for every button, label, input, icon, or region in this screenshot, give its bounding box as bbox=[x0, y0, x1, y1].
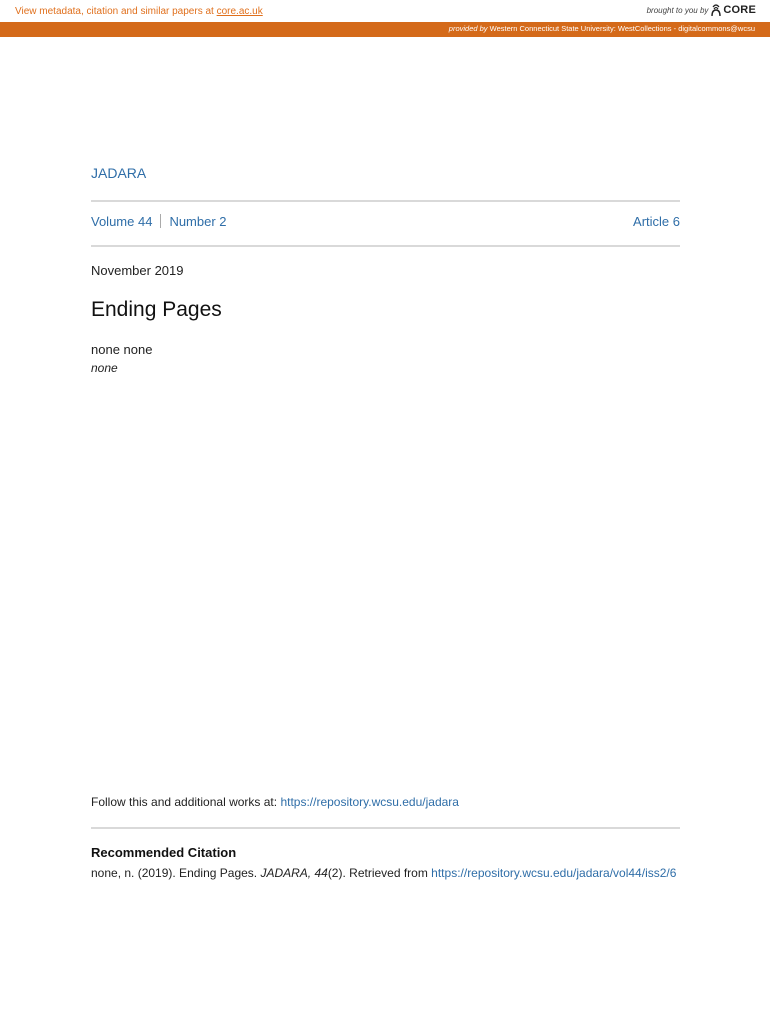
journal-title-link[interactable]: JADARA bbox=[91, 165, 147, 181]
article-link[interactable]: Article 6 bbox=[633, 214, 680, 229]
provided-source: Western Connecticut State University: WestCollections - digitalcommons@wcsu bbox=[487, 24, 755, 33]
volume-link[interactable]: Volume 44 bbox=[91, 214, 153, 229]
core-top-banner bbox=[0, 0, 770, 22]
provided-by-text[interactable] bbox=[449, 24, 755, 33]
follow-works bbox=[91, 795, 459, 809]
citation-link[interactable]: https://repository.wcsu.edu/jadara/vol44/iss2/6 bbox=[431, 866, 677, 880]
repository-link[interactable]: https://repository.wcsu.edu/jadara bbox=[280, 795, 459, 809]
number-link[interactable]: Number 2 bbox=[169, 214, 227, 229]
author-name: none none bbox=[91, 342, 153, 357]
citation-text bbox=[91, 864, 680, 882]
volume-issue-row bbox=[91, 214, 680, 232]
core-label: CORE bbox=[723, 4, 756, 16]
recommended-citation-heading: Recommended Citation bbox=[91, 845, 237, 860]
provided-prefix: provided by bbox=[448, 24, 488, 33]
citation-journal: JADARA, 44 bbox=[260, 866, 328, 880]
core-provided-bar bbox=[0, 22, 770, 37]
article-title: Ending Pages bbox=[91, 298, 222, 321]
brought-text: brought to you by bbox=[646, 5, 709, 15]
publication-date: November 2019 bbox=[91, 263, 184, 278]
divider-bottom bbox=[91, 827, 680, 829]
volume-separator bbox=[160, 214, 161, 228]
brought-to-you-by[interactable] bbox=[647, 3, 756, 17]
core-logo-icon bbox=[711, 3, 721, 17]
metadata-link[interactable] bbox=[15, 6, 263, 17]
divider-middle bbox=[91, 245, 680, 247]
divider-top bbox=[91, 200, 680, 202]
metadata-text: View metadata, citation and similar papers at bbox=[15, 6, 217, 17]
core-ac-uk-link[interactable]: core.ac.uk bbox=[216, 6, 263, 17]
follow-text: Follow this and additional works at: bbox=[91, 795, 281, 809]
citation-issue: (2). Retrieved from bbox=[327, 866, 432, 880]
citation-prefix: none, n. (2019). Ending Pages. bbox=[91, 866, 261, 880]
author-affiliation: none bbox=[91, 361, 118, 375]
